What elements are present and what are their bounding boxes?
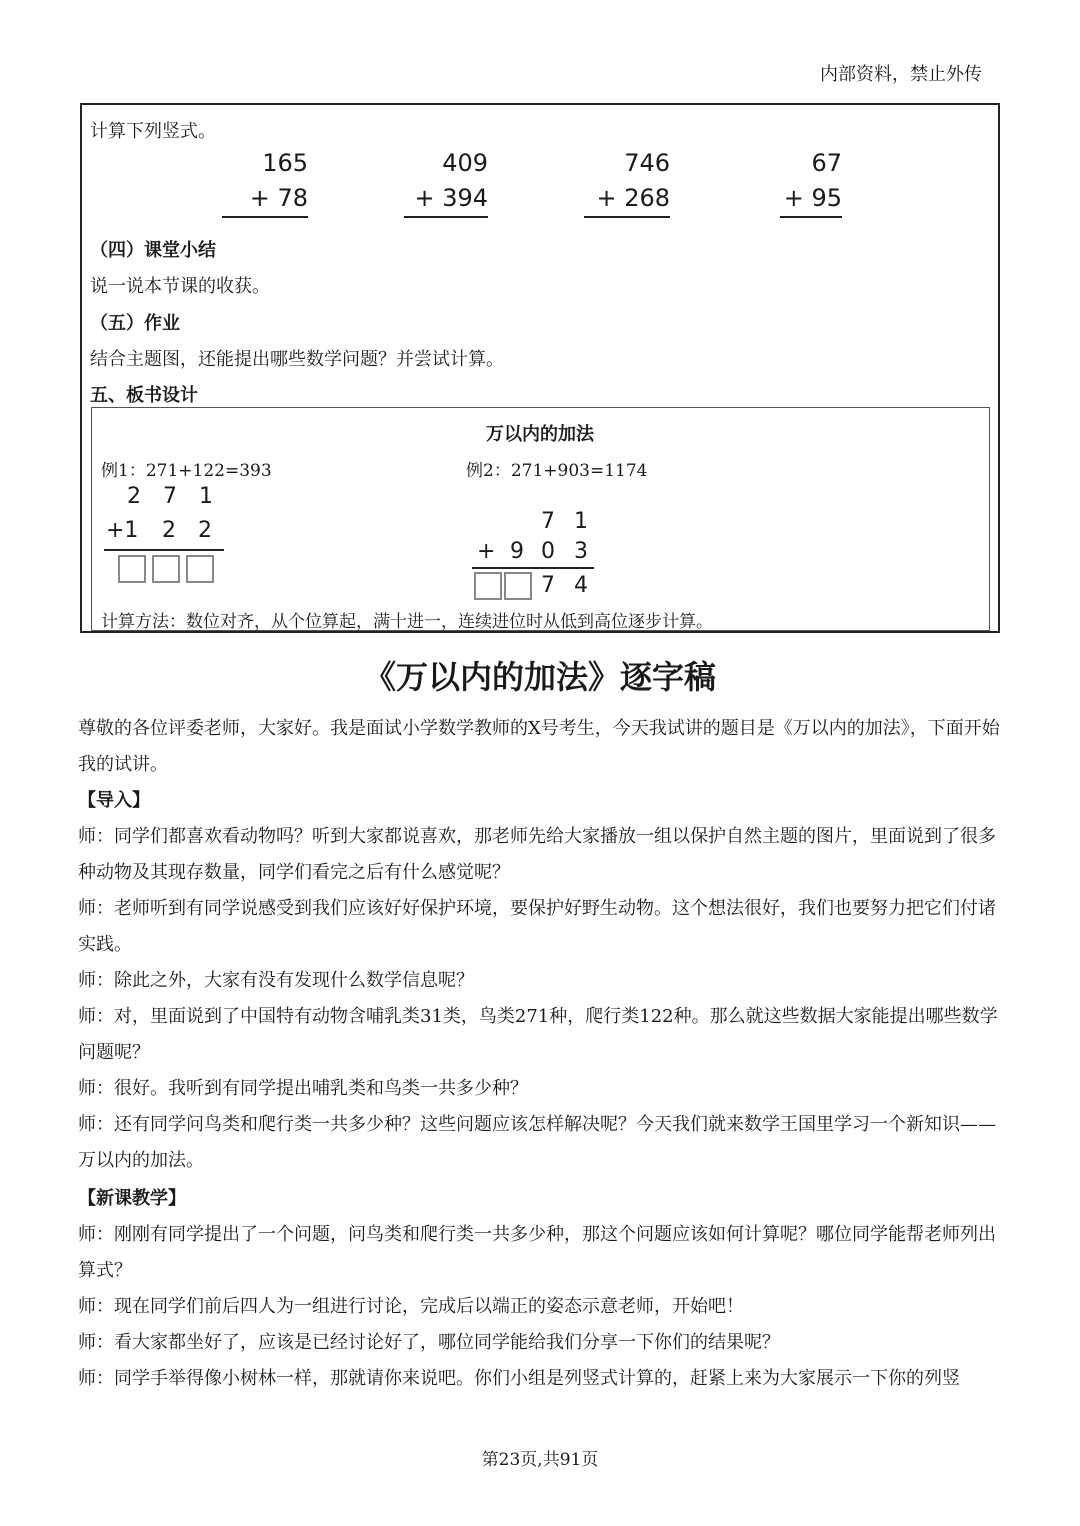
intro-paragraph: 尊敬的各位评委老师，大家好。我是面试小学数学教师的X号考生，今天我试讲的题目是《万以内的加法》，下面开始我的试讲。: [78, 718, 1000, 775]
practice-instruction: 计算下列竖式。: [90, 121, 216, 142]
example2-label: 例2：271+903=1174: [466, 461, 648, 481]
example1-sum-line: [104, 549, 224, 551]
example2-sum-line: [472, 567, 594, 569]
sum-line: [780, 216, 842, 218]
page-number: 第23页,共91页: [481, 1450, 599, 1470]
problem-bottom: + 95: [783, 184, 842, 212]
example2-digit: 0: [541, 539, 555, 564]
section-heading-intro: 【导入】: [78, 790, 150, 811]
summary-heading: （四）课堂小结: [90, 240, 216, 261]
example1-digit: 7: [163, 484, 177, 509]
problem-top: 165: [262, 149, 308, 177]
page-title: 《万以内的加法》逐字稿: [363, 658, 716, 696]
problem-bottom: + 268: [596, 184, 670, 212]
problem-top: 746: [624, 149, 670, 177]
board-title: 万以内的加法: [486, 424, 594, 445]
calculation-method: 计算方法：数位对齐，从个位算起，满十进一，连续进位时从低到高位逐步计算。: [101, 612, 713, 632]
homework-heading: （五）作业: [90, 313, 180, 334]
confidential-note: 内部资料，禁止外传: [820, 64, 982, 85]
board-heading: 五、板书设计: [90, 385, 198, 406]
example2-digit: 3: [574, 539, 588, 564]
answer-box: [474, 572, 502, 600]
sum-line: [584, 216, 670, 218]
example1-digit: 1: [199, 484, 213, 509]
example1-digit: 2: [162, 518, 176, 543]
example2-digit: +: [477, 539, 496, 564]
problem-top: 67: [811, 149, 842, 177]
problem-bottom: + 394: [414, 184, 488, 212]
practice-problem-3: [584, 146, 670, 218]
dialogue-line: 师：看大家都坐好了，应该是已经讨论好了，哪位同学能给我们分享一下你们的结果呢？: [78, 1332, 780, 1353]
answer-box: [152, 555, 180, 583]
dialogue-line: 师：同学手举得像小树林一样，那就请你来说吧。你们小组是列竖式计算的，赶紧上来为大家展示一下你的列竖: [78, 1368, 960, 1389]
example1-digit: +1: [106, 518, 139, 543]
dialogue-line: 师：老师听到有同学说感受到我们应该好好保护环境，要保护好野生动物。这个想法很好，我们也要努力把它们付诸实践。: [78, 898, 996, 955]
example2-digit: 7: [541, 573, 555, 598]
sum-line: [222, 216, 308, 218]
example2-digit: 9: [510, 539, 524, 564]
example1-label: 例1：271+122=393: [101, 461, 272, 481]
homework-text: 结合主题图，还能提出哪些数学问题？并尝试计算。: [90, 349, 504, 370]
dialogue-line: 师：还有同学问鸟类和爬行类一共多少种？这些问题应该怎样解决呢？今天我们就来数学王国里学习一个新知识——万以内的加法。: [78, 1114, 996, 1171]
section-heading-new-lesson: 【新课教学】: [78, 1188, 186, 1209]
dialogue-line: 师：现在同学们前后四人为一组进行讨论，完成后以端正的姿态示意老师，开始吧！: [78, 1296, 744, 1317]
example1-digit: 2: [198, 518, 212, 543]
practice-problem-1: [222, 146, 308, 218]
example2-digit: 1: [574, 509, 588, 534]
problem-bottom: + 78: [249, 184, 308, 212]
practice-problem-2: [404, 146, 488, 218]
answer-box: [118, 555, 146, 583]
answer-box: [186, 555, 214, 583]
example2-digit: 4: [574, 573, 588, 598]
dialogue-line: 师：很好。我听到有同学提出哺乳类和鸟类一共多少种？: [78, 1078, 528, 1099]
dialogue-line: 师：对，里面说到了中国特有动物含哺乳类31类，鸟类271种，爬行类122种。那么就这些数据大家能提出哪些数学问题呢？: [78, 1006, 998, 1063]
example1-digit: 2: [127, 484, 141, 509]
dialogue-line: 师：除此之外，大家有没有发现什么数学信息呢？: [78, 970, 474, 991]
practice-problem-4: [780, 146, 842, 218]
summary-text: 说一说本节课的收获。: [90, 276, 270, 297]
problem-top: 409: [442, 149, 488, 177]
sum-line: [404, 216, 488, 218]
dialogue-line: 师：刚刚有同学提出了一个问题，问鸟类和爬行类一共多少种，那这个问题应该如何计算呢？哪位同学能帮老师列出算式？: [78, 1224, 996, 1281]
example2-digit: 7: [541, 509, 555, 534]
dialogue-line: 师：同学们都喜欢看动物吗？听到大家都说喜欢，那老师先给大家播放一组以保护自然主题的图片，里面说到了很多种动物及其现存数量，同学们看完之后有什么感觉呢？: [78, 826, 996, 883]
answer-box: [504, 572, 532, 600]
